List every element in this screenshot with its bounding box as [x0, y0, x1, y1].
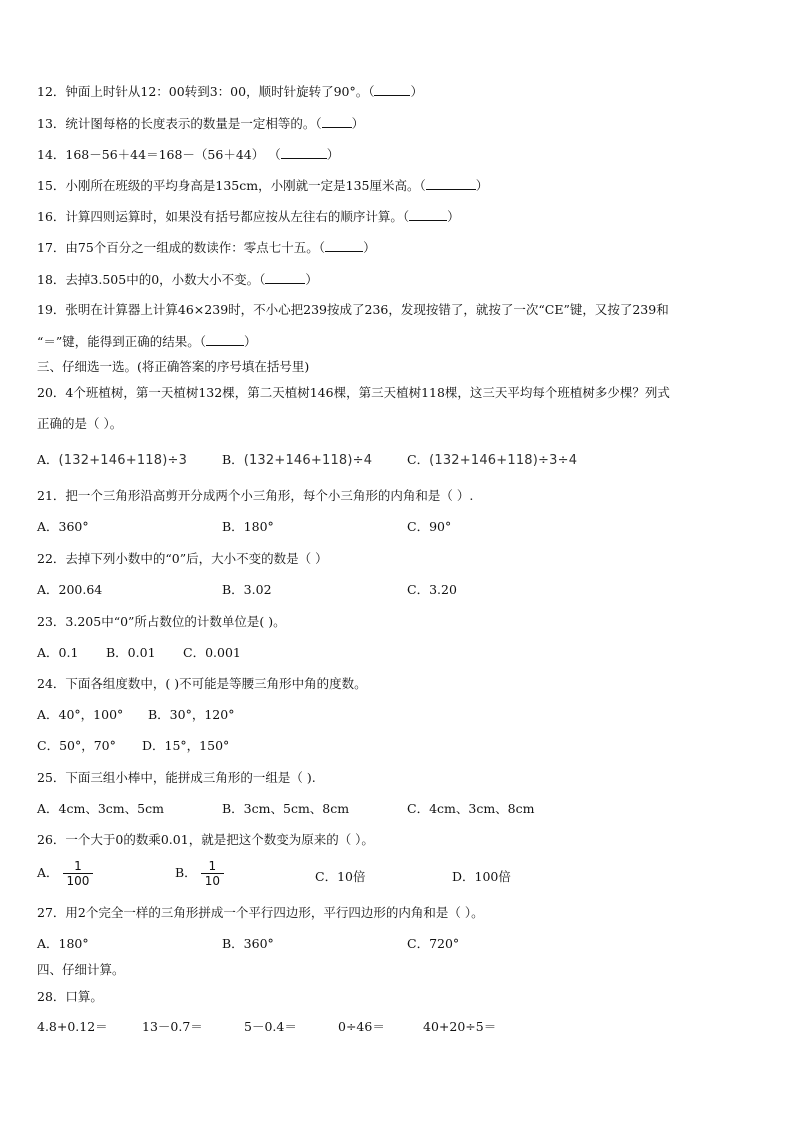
question-14: 14．168－56＋44＝168－（56＋44） （ ）: [37, 147, 340, 162]
oral-calc-item[interactable]: 5－0.4＝: [244, 1019, 297, 1034]
option-d[interactable]: D．100倍: [452, 869, 511, 884]
question-15: 15．小刚所在班级的平均身高是135cm，小刚就一定是135厘米高。（ ）: [37, 178, 489, 193]
fraction: $\frac{1}{100}$: [65, 859, 92, 888]
answer-blank[interactable]: [426, 177, 476, 190]
question-26: 26．一个大于0的数乘0.01，就是把这个数变为原来的（ ）。: [37, 832, 374, 847]
option-b[interactable]: B．(132+146+118)÷4: [222, 452, 373, 468]
option-a[interactable]: A． $\frac{1}{100}$: [37, 857, 91, 889]
question-20-line2: 正确的是（ ）。: [37, 416, 123, 431]
answer-blank[interactable]: [374, 83, 410, 96]
question-21: 21．把一个三角形沿高剪开分成两个小三角形，每个小三角形的内角和是（ ）.: [37, 488, 474, 503]
question-24: 24．下面各组度数中，( )不可能是等腰三角形中角的度数。: [37, 676, 367, 691]
answer-blank[interactable]: [265, 271, 305, 284]
option-a[interactable]: A．0.1: [37, 645, 79, 660]
question-13: 13．统计图每格的长度表示的数量是一定相等的。（ ）: [37, 116, 365, 131]
expression: (132+146+118)÷3: [58, 453, 188, 468]
option-b[interactable]: B．30°，120°: [148, 707, 235, 722]
oral-calc-item[interactable]: 13－0.7＝: [142, 1019, 203, 1034]
option-a[interactable]: A．180°: [37, 936, 89, 951]
question-text: 13．统计图每格的长度表示的数量是一定相等的。（: [37, 116, 322, 131]
oral-calc-item[interactable]: 4.8+0.12＝: [37, 1019, 108, 1034]
question-23: 23．3.205中“0”所占数位的计数单位是( )。: [37, 614, 286, 629]
option-b[interactable]: B． $\frac{1}{10}$: [175, 857, 222, 889]
option-a[interactable]: A．4cm、3cm、5cm: [37, 801, 164, 816]
option-a[interactable]: A．200.64: [37, 582, 103, 597]
expression: (132+146+118)÷3÷4: [429, 453, 578, 468]
answer-blank[interactable]: [322, 115, 352, 128]
question-text: 12．钟面上时针从12：00转到3：00，顺时针旋转了90°。（: [37, 84, 375, 99]
question-text: 19．张明在计算器上计算46×239时，不小心把239按成了236，发现按错了，就按了一次“CE”键，又按了239和: [37, 302, 669, 317]
question-text: 15．小刚所在班级的平均身高是135cm，小刚就一定是135厘米高。（: [37, 178, 426, 193]
option-a[interactable]: A．360°: [37, 519, 89, 534]
question-17: 17．由75个百分之一组成的数读作：零点七十五。（ ）: [37, 240, 376, 255]
option-b[interactable]: B．3.02: [222, 582, 272, 597]
section-3-heading: 三、仔细选一选。(将正确答案的序号填在括号里): [37, 359, 310, 374]
question-19-line2: “＝”键，能得到正确的结果。（ ）: [37, 334, 257, 349]
fraction: $\frac{1}{10}$: [203, 859, 222, 888]
answer-blank[interactable]: [281, 146, 327, 159]
option-c[interactable]: C．50°，70°: [37, 738, 116, 753]
oral-calc-item[interactable]: 40+20÷5＝: [423, 1019, 497, 1034]
option-c[interactable]: C．4cm、3cm、8cm: [407, 801, 535, 816]
option-a[interactable]: A．(132+146+118)÷3: [37, 452, 188, 468]
question-27: 27．用2个完全一样的三角形拼成一个平行四边形，平行四边形的内角和是（ ）。: [37, 905, 484, 920]
option-d[interactable]: D．15°，150°: [142, 738, 230, 753]
option-a[interactable]: A．40°，100°: [37, 707, 124, 722]
expression: (132+146+118)÷4: [243, 453, 373, 468]
question-19-line1: [37, 302, 669, 318]
section-4-heading: 四、仔细计算。: [37, 962, 125, 977]
question-16: 16．计算四则运算时，如果没有括号都应按从左往右的顺序计算。（ ）: [37, 209, 460, 224]
answer-blank[interactable]: [325, 239, 363, 252]
question-text: 18．去掉3.505中的0，小数大小不变。（: [37, 272, 266, 287]
option-c[interactable]: C．0.001: [183, 645, 241, 660]
question-18: 18．去掉3.505中的0，小数大小不变。（ ）: [37, 272, 318, 287]
option-c[interactable]: C．10倍: [315, 869, 366, 884]
question-20-line1: 20．4个班植树，第一天植树132棵，第二天植树146棵，第三天植树118棵，这三天平均每个班植树多少棵？列式: [37, 385, 670, 400]
question-12: 12．钟面上时针从12：00转到3：00，顺时针旋转了90°。（ ）: [37, 84, 423, 99]
option-b[interactable]: B．0.01: [106, 645, 156, 660]
question-text: 14．168－56＋44＝168－（56＋44） （: [37, 147, 281, 162]
option-c[interactable]: C．720°: [407, 936, 460, 951]
oral-calc-item[interactable]: 0÷46＝: [338, 1019, 385, 1034]
option-b[interactable]: B．360°: [222, 936, 274, 951]
answer-blank[interactable]: [206, 333, 244, 346]
option-b[interactable]: B．180°: [222, 519, 274, 534]
question-25: 25．下面三组小棒中，能拼成三角形的一组是（ ).: [37, 770, 316, 785]
question-text: 17．由75个百分之一组成的数读作：零点七十五。（: [37, 240, 326, 255]
option-c[interactable]: C．90°: [407, 519, 452, 534]
question-28: 28．口算。: [37, 989, 103, 1004]
option-c[interactable]: C．(132+146+118)÷3÷4: [407, 452, 578, 468]
option-b[interactable]: B．3cm、5cm、8cm: [222, 801, 350, 816]
question-22: 22．去掉下列小数中的“0”后，大小不变的数是（ ）: [37, 551, 328, 566]
option-c[interactable]: C．3.20: [407, 582, 457, 597]
question-text: “＝”键，能得到正确的结果。（: [37, 334, 207, 349]
question-text: 16．计算四则运算时，如果没有括号都应按从左往右的顺序计算。（: [37, 209, 410, 224]
answer-blank[interactable]: [409, 208, 447, 221]
